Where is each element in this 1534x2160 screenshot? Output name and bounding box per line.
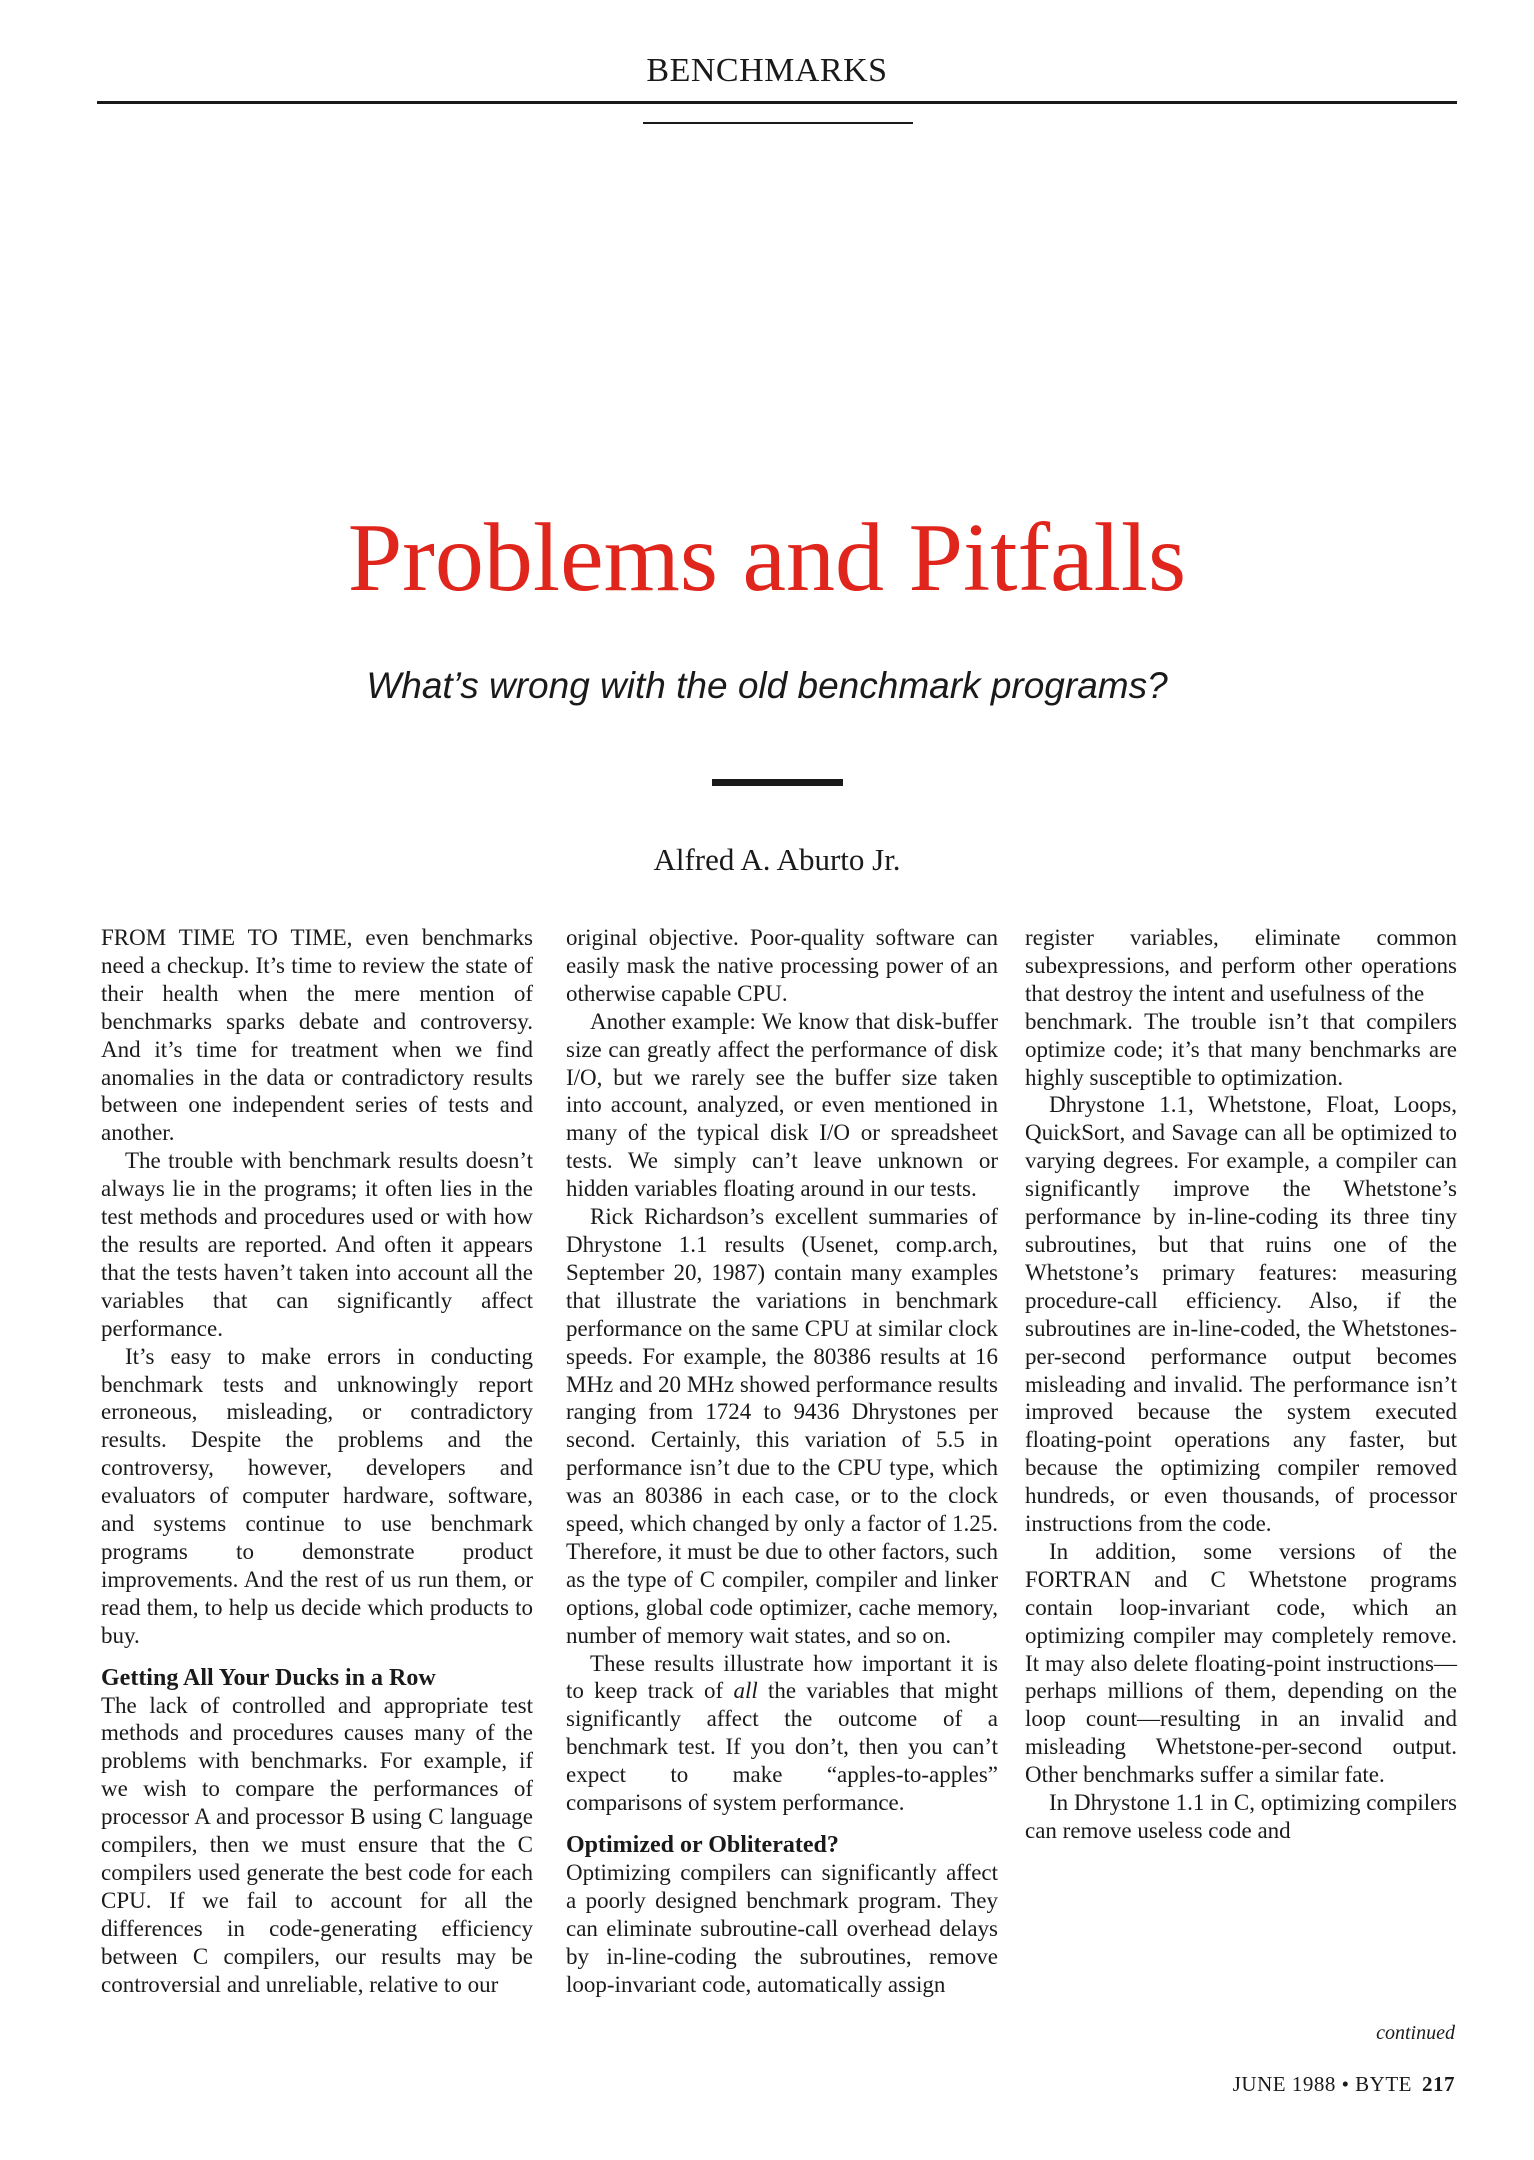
article-subtitle: What’s wrong with the old benchmark programs? [366, 665, 1168, 706]
emphasis: all [733, 1678, 758, 1704]
section-heading: Optimized or Obliterated? [566, 1832, 839, 1858]
title-divider [712, 779, 843, 786]
column-1 [101, 924, 533, 1999]
header-underline [643, 122, 913, 124]
paragraph: In Dhrystone 1.1 in C, optimizing compilers can remove useless code and [1025, 1790, 1457, 1843]
paragraph-continuation: original objective. Poor-quality software can easily mask the native processing power of an otherwise capable CPU. [566, 925, 998, 1006]
section-heading: Getting All Your Ducks in a Row [101, 1664, 436, 1691]
paragraph: The lack of controlled and appropriate test methods and procedures causes many of the problems with benchmarks. For example, if we wish to compare the performances of processor A and processor B using C language compilers, then we must ensure that the C compilers used generate the best code for each CPU. If we fail to account for all the differences in code-generating efficiency between C compilers, our results may be controversial and unreliable, relative to our [101, 1692, 533, 1997]
paragraph [566, 1650, 998, 1817]
issue-label: JUNE 1988 • BYTE [1232, 2072, 1412, 2096]
paragraph: The trouble with benchmark results doesn’t always lie in the programs; it often lies in the test methods and procedures used or with how the results are reported. And often it appears that the tests haven’t taken into account all the variables that can significantly affect performance. [101, 1148, 533, 1341]
page-footer [1025, 2072, 1455, 2097]
section-header: BENCHMARKS [646, 52, 888, 89]
text-run: the variables that might significantly affect the outcome of a benchmark test. If you don’t, then you can’t expect to make “apples-to-apples” comparisons of system performance. [566, 1678, 998, 1816]
paragraph: FROM TIME TO TIME, even benchmarks need a checkup. It’s time to review the state of their health when the mere mention of benchmarks sparks debate and controversy. And it’s time for treatment when we find anomalies in the data or contradictory results between one independent series of tests and another. [101, 925, 533, 1146]
page-number: 217 [1422, 2072, 1455, 2096]
continued-label: continued [1376, 2022, 1455, 2044]
paragraph: Dhrystone 1.1, Whetstone, Float, Loops, QuickSort, and Savage can all be optimized to varying degrees. For example, a compiler can significantly improve the Whetstone’s performance by in-line-coding its three tiny subroutines, but that ruins one of the Whetstone’s primary features: measuring procedure-call efficiency. Also, if the subroutines are in-line-coded, the Whetstones-per-second performance output becomes misleading and invalid. The performance isn’t improved because the system executed floating-point operations any faster, but because the optimizing compiler removed hundreds, or even thousands, of processor instructions from the code. [1025, 1092, 1457, 1537]
article-title: Problems and Pitfalls [347, 504, 1187, 612]
author-byline: Alfred A. Aburto Jr. [653, 842, 901, 877]
header-rule [97, 101, 1457, 104]
column-3 [1025, 924, 1457, 1845]
paragraph: Optimizing compilers can significantly affect a poorly designed benchmark program. They can eliminate subroutine-call overhead delays by in-line-coding the subroutines, remove loop-invariant code, automatically assign [566, 1860, 998, 1997]
text-run: These results illustrate how important it is to keep track of [566, 1650, 998, 1704]
paragraph: Another example: We know that disk-buffer size can greatly affect the performance of disk I/O, but we rarely see the buffer size taken into account, analyzed, or even mentioned in many of the typical disk I/O or spreadsheet tests. We simply can’t leave unknown or hidden variables floating around in our tests. [566, 1008, 998, 1202]
paragraph: Rick Richardson’s excellent summaries of Dhrystone 1.1 results (Usenet, comp.arch, September 20, 1987) contain many examples that illustrate the variations in benchmark performance on the same CPU at similar clock speeds. For example, the 80386 results at 16 MHz and 20 MHz showed performance results ranging from 1724 to 9436 Dhrystones per second. Certainly, this variation of 5.5 in performance isn’t due to the CPU type, which was an 80386 in each case, or to the clock speed, which changed by only a factor of 1.25. Therefore, it must be due to other factors, such as the type of C compiler, compiler and linker options, global code optimizer, cache memory, number of memory wait states, and so on. [566, 1204, 998, 1648]
paragraph-continuation: register variables, eliminate common subexpressions, and perform other operations that destroy the intent and usefulness of the [1025, 925, 1457, 1006]
paragraph-continuation: benchmark. The trouble isn’t that compilers optimize code; it’s that many benchmarks are highly susceptible to optimization. [1025, 1008, 1457, 1090]
paragraph: It’s easy to make errors in conducting benchmark tests and unknowingly report erroneous, misleading, or contradictory results. Despite the problems and the controversy, however, developers and evaluators of computer hardware, software, and systems continue to use benchmark programs to demonstrate product improvements. And the rest of us run them, or read them, to help us decide which products to buy. [101, 1343, 533, 1648]
paragraph: In addition, some versions of the FORTRAN and C Whetstone programs contain loop-invariant code, which an optimizing compiler may completely remove. It may also delete floating-point instructions—perhaps millions of them, depending on the loop count—resulting in an invalid and misleading Whetstone-per-second output. Other benchmarks suffer a similar fate. [1025, 1538, 1457, 1788]
column-2 [566, 924, 998, 1999]
